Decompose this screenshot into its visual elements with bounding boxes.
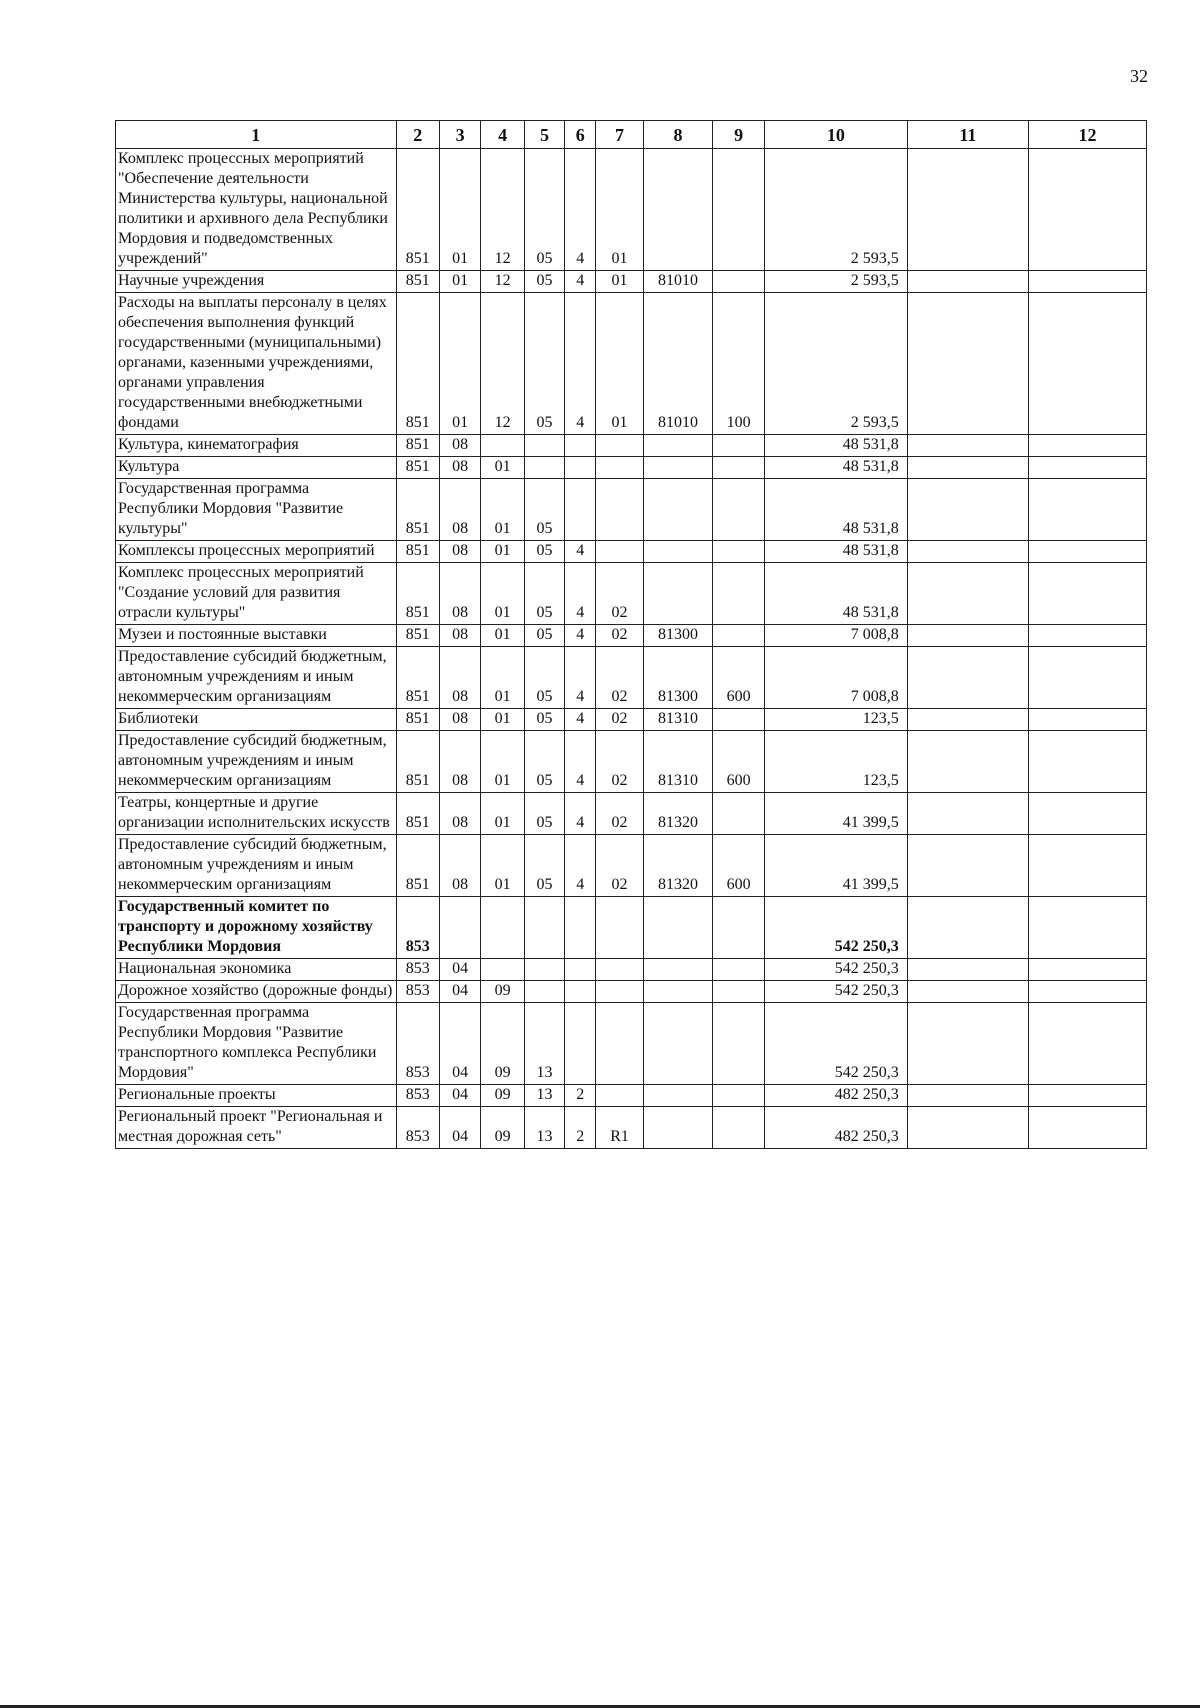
row-cell-col-3: 08 [439,625,480,647]
row-cell-col-7 [596,959,644,981]
row-cell-col-6: 4 [565,293,596,435]
row-name-cell: Культура [116,457,397,479]
row-cell-col-12 [1028,959,1146,981]
row-cell-col-4: 12 [481,149,524,271]
row-cell-col-7: 02 [596,625,644,647]
table-row [116,435,1147,457]
row-cell-col-5: 05 [524,625,564,647]
row-cell-col-7 [596,981,644,1003]
row-cell-col-5 [524,457,564,479]
table-row [116,1003,1147,1085]
row-cell-col-2: 851 [396,731,439,793]
row-cell-col-12 [1028,731,1146,793]
row-cell-col-2: 851 [396,835,439,897]
row-cell-col-7: 02 [596,563,644,625]
row-cell-col-7: 01 [596,293,644,435]
row-cell-col-7: 02 [596,709,644,731]
row-cell-col-12 [1028,835,1146,897]
table-row [116,457,1147,479]
table-row [116,1107,1147,1149]
row-cell-col-2: 851 [396,563,439,625]
row-cell-col-9: 600 [713,835,765,897]
row-cell-col-3: 08 [439,563,480,625]
row-cell-col-4: 09 [481,1085,524,1107]
row-cell-col-11 [907,563,1028,625]
row-name-cell: Предоставление субсидий бюджетным, автономным учреждениям и иным некоммерческим организациям [116,835,397,897]
row-cell-col-3: 01 [439,271,480,293]
row-cell-col-9 [713,897,765,959]
row-cell-col-3: 08 [439,709,480,731]
row-cell-col-12 [1028,479,1146,541]
row-cell-col-5 [524,981,564,1003]
row-cell-col-6: 4 [565,793,596,835]
row-cell-col-11 [907,1003,1028,1085]
row-name-cell: Комплексы процессных мероприятий [116,541,397,563]
row-name-cell: Государственная программа Республики Мордовия "Развитие культуры" [116,479,397,541]
row-cell-col-8 [643,1003,712,1085]
row-cell-col-5: 05 [524,835,564,897]
row-cell-col-2: 851 [396,271,439,293]
row-cell-col-2: 853 [396,897,439,959]
row-cell-col-8 [643,959,712,981]
row-cell-col-9 [713,541,765,563]
row-cell-col-12 [1028,457,1146,479]
header-row [116,121,1147,149]
row-cell-col-6 [565,897,596,959]
column-header: 9 [713,121,765,149]
row-cell-col-9 [713,981,765,1003]
row-cell-col-7 [596,1085,644,1107]
row-cell-col-12 [1028,709,1146,731]
row-cell-col-9 [713,435,765,457]
row-cell-col-6 [565,457,596,479]
row-cell-col-7 [596,479,644,541]
row-cell-col-9 [713,457,765,479]
row-cell-col-11 [907,959,1028,981]
row-cell-col-7 [596,435,644,457]
row-cell-col-12 [1028,293,1146,435]
row-cell-col-6: 4 [565,625,596,647]
table-row [116,647,1147,709]
row-cell-col-2: 851 [396,709,439,731]
row-cell-col-7 [596,1003,644,1085]
row-cell-col-7 [596,457,644,479]
row-cell-col-12 [1028,149,1146,271]
row-cell-col-11 [907,897,1028,959]
row-cell-col-3: 08 [439,457,480,479]
row-cell-col-4 [481,435,524,457]
row-cell-col-10: 542 250,3 [764,1003,907,1085]
row-cell-col-10: 48 531,8 [764,541,907,563]
table-row [116,563,1147,625]
row-name-cell: Музеи и постоянные выставки [116,625,397,647]
table-row [116,731,1147,793]
row-cell-col-10: 123,5 [764,709,907,731]
row-cell-col-3: 08 [439,731,480,793]
row-cell-col-3: 04 [439,1107,480,1149]
row-cell-col-8 [643,479,712,541]
row-cell-col-5: 05 [524,709,564,731]
row-cell-col-8: 81010 [643,271,712,293]
row-name-cell: Государственный комитет по транспорту и дорожному хозяйству Республики Мордовия [116,897,397,959]
row-cell-col-11 [907,709,1028,731]
row-cell-col-11 [907,149,1028,271]
row-cell-col-5: 05 [524,271,564,293]
row-cell-col-10: 482 250,3 [764,1107,907,1149]
column-header: 10 [764,121,907,149]
row-cell-col-5 [524,435,564,457]
row-cell-col-4: 09 [481,981,524,1003]
row-cell-col-8: 81320 [643,793,712,835]
row-cell-col-9: 100 [713,293,765,435]
row-cell-col-8 [643,981,712,1003]
column-header: 8 [643,121,712,149]
row-cell-col-3: 08 [439,835,480,897]
row-cell-col-4: 09 [481,1107,524,1149]
row-cell-col-8: 81310 [643,709,712,731]
row-cell-col-10: 482 250,3 [764,1085,907,1107]
row-cell-col-12 [1028,897,1146,959]
table-row [116,793,1147,835]
row-name-cell: Предоставление субсидий бюджетным, автономным учреждениям и иным некоммерческим организациям [116,647,397,709]
row-cell-col-11 [907,625,1028,647]
row-cell-col-9 [713,563,765,625]
row-name-cell: Комплекс процессных мероприятий "Создание условий для развития отрасли культуры" [116,563,397,625]
row-cell-col-4: 01 [481,625,524,647]
row-cell-col-3: 04 [439,959,480,981]
row-cell-col-5: 05 [524,793,564,835]
row-cell-col-6 [565,981,596,1003]
row-cell-col-3: 04 [439,981,480,1003]
row-cell-col-6: 4 [565,149,596,271]
row-cell-col-10: 48 531,8 [764,457,907,479]
row-cell-col-11 [907,1107,1028,1149]
row-cell-col-3: 01 [439,293,480,435]
table-row [116,625,1147,647]
row-cell-col-10: 2 593,5 [764,149,907,271]
row-name-cell: Региональный проект "Региональная и местная дорожная сеть" [116,1107,397,1149]
row-cell-col-8: 81300 [643,625,712,647]
row-cell-col-4: 01 [481,835,524,897]
row-cell-col-9 [713,625,765,647]
row-cell-col-11 [907,271,1028,293]
row-cell-col-2: 851 [396,647,439,709]
row-cell-col-4: 12 [481,293,524,435]
row-cell-col-12 [1028,981,1146,1003]
row-cell-col-12 [1028,435,1146,457]
row-cell-col-5: 05 [524,149,564,271]
row-cell-col-7: 01 [596,149,644,271]
table-row [116,709,1147,731]
row-cell-col-6 [565,479,596,541]
column-header: 7 [596,121,644,149]
table-body [116,149,1147,1149]
column-header: 6 [565,121,596,149]
row-cell-col-8 [643,1085,712,1107]
row-cell-col-3: 08 [439,541,480,563]
row-cell-col-3: 04 [439,1003,480,1085]
row-cell-col-5: 13 [524,1085,564,1107]
row-cell-col-11 [907,981,1028,1003]
row-cell-col-7: 02 [596,647,644,709]
row-cell-col-2: 853 [396,1107,439,1149]
row-cell-col-11 [907,293,1028,435]
row-cell-col-9 [713,959,765,981]
row-cell-col-6: 4 [565,731,596,793]
row-name-cell: Научные учреждения [116,271,397,293]
row-cell-col-6: 4 [565,271,596,293]
row-name-cell: Национальная экономика [116,959,397,981]
row-cell-col-9 [713,1085,765,1107]
table-row [116,981,1147,1003]
row-cell-col-5: 13 [524,1003,564,1085]
row-cell-col-7: 02 [596,793,644,835]
row-cell-col-8 [643,435,712,457]
row-cell-col-9 [713,479,765,541]
row-cell-col-9 [713,271,765,293]
row-cell-col-6: 4 [565,563,596,625]
row-cell-col-10: 542 250,3 [764,959,907,981]
row-cell-col-12 [1028,1085,1146,1107]
row-cell-col-4: 01 [481,731,524,793]
row-cell-col-3: 08 [439,647,480,709]
row-cell-col-5: 05 [524,563,564,625]
row-cell-col-6: 2 [565,1107,596,1149]
column-header: 4 [481,121,524,149]
row-cell-col-10: 7 008,8 [764,625,907,647]
row-cell-col-2: 851 [396,625,439,647]
row-cell-col-3: 04 [439,1085,480,1107]
row-cell-col-2: 851 [396,293,439,435]
row-cell-col-8: 81320 [643,835,712,897]
table-row [116,149,1147,271]
row-cell-col-10: 48 531,8 [764,563,907,625]
row-cell-col-9 [713,1107,765,1149]
row-cell-col-10: 7 008,8 [764,647,907,709]
row-name-cell: Театры, концертные и другие организации исполнительских искусств [116,793,397,835]
row-name-cell: Предоставление субсидий бюджетным, автономным учреждениям и иным некоммерческим организациям [116,731,397,793]
row-cell-col-4: 01 [481,457,524,479]
budget-table [115,120,1147,1149]
row-cell-col-4: 01 [481,563,524,625]
row-cell-col-10: 48 531,8 [764,435,907,457]
row-cell-col-10: 123,5 [764,731,907,793]
row-cell-col-7: R1 [596,1107,644,1149]
row-cell-col-4: 01 [481,793,524,835]
row-cell-col-7: 01 [596,271,644,293]
row-cell-col-10: 2 593,5 [764,271,907,293]
row-cell-col-2: 851 [396,541,439,563]
row-cell-col-8: 81010 [643,293,712,435]
row-cell-col-8: 81300 [643,647,712,709]
row-cell-col-2: 851 [396,435,439,457]
row-name-cell: Библиотеки [116,709,397,731]
row-cell-col-4: 01 [481,709,524,731]
column-header: 1 [116,121,397,149]
row-cell-col-7 [596,541,644,563]
row-cell-col-3: 01 [439,149,480,271]
table-row [116,541,1147,563]
table-row [116,835,1147,897]
row-cell-col-3: 08 [439,479,480,541]
row-cell-col-8 [643,563,712,625]
row-cell-col-11 [907,731,1028,793]
row-cell-col-7 [596,897,644,959]
table-row [116,293,1147,435]
row-cell-col-11 [907,647,1028,709]
column-header: 5 [524,121,564,149]
row-cell-col-3: 08 [439,435,480,457]
row-cell-col-11 [907,1085,1028,1107]
column-header: 11 [907,121,1028,149]
row-cell-col-8 [643,1107,712,1149]
row-name-cell: Культура, кинематография [116,435,397,457]
row-cell-col-8 [643,897,712,959]
row-name-cell: Комплекс процессных мероприятий "Обеспечение деятельности Министерства культуры, национальной политики и архивного дела Республики Мордовия и подведомственных учреждений" [116,149,397,271]
row-cell-col-10: 542 250,3 [764,981,907,1003]
row-cell-col-12 [1028,793,1146,835]
row-cell-col-6 [565,959,596,981]
row-cell-col-12 [1028,1107,1146,1149]
row-cell-col-2: 853 [396,1085,439,1107]
row-cell-col-5: 05 [524,647,564,709]
row-cell-col-7: 02 [596,731,644,793]
row-cell-col-7: 02 [596,835,644,897]
row-cell-col-10: 41 399,5 [764,793,907,835]
row-cell-col-2: 851 [396,149,439,271]
row-cell-col-6 [565,1003,596,1085]
row-cell-col-4: 01 [481,479,524,541]
row-cell-col-4: 01 [481,647,524,709]
row-cell-col-6: 4 [565,647,596,709]
row-cell-col-11 [907,793,1028,835]
row-cell-col-2: 851 [396,479,439,541]
row-cell-col-4 [481,959,524,981]
row-cell-col-4: 09 [481,1003,524,1085]
row-cell-col-8 [643,149,712,271]
row-cell-col-12 [1028,563,1146,625]
page-number: 32 [1130,66,1148,86]
row-cell-col-11 [907,479,1028,541]
table-row [116,897,1147,959]
row-cell-col-11 [907,541,1028,563]
row-cell-col-2: 853 [396,1003,439,1085]
row-cell-col-3 [439,897,480,959]
row-cell-col-9 [713,793,765,835]
row-cell-col-4 [481,897,524,959]
row-cell-col-11 [907,435,1028,457]
table-row [116,271,1147,293]
row-cell-col-10: 48 531,8 [764,479,907,541]
row-name-cell: Дорожное хозяйство (дорожные фонды) [116,981,397,1003]
row-cell-col-9 [713,709,765,731]
row-cell-col-6: 4 [565,709,596,731]
row-cell-col-5: 05 [524,541,564,563]
row-cell-col-10: 2 593,5 [764,293,907,435]
row-cell-col-3: 08 [439,793,480,835]
row-cell-col-9 [713,1003,765,1085]
row-cell-col-5: 05 [524,731,564,793]
column-header: 12 [1028,121,1146,149]
row-cell-col-6: 4 [565,835,596,897]
row-cell-col-12 [1028,1003,1146,1085]
row-cell-col-12 [1028,625,1146,647]
row-cell-col-2: 853 [396,981,439,1003]
row-cell-col-10: 542 250,3 [764,897,907,959]
row-cell-col-12 [1028,271,1146,293]
row-cell-col-2: 853 [396,959,439,981]
row-cell-col-5: 13 [524,1107,564,1149]
table-row [116,959,1147,981]
row-cell-col-5: 05 [524,293,564,435]
row-cell-col-4: 01 [481,541,524,563]
row-cell-col-5 [524,897,564,959]
table-row [116,479,1147,541]
row-cell-col-12 [1028,647,1146,709]
row-cell-col-4: 12 [481,271,524,293]
row-cell-col-2: 851 [396,457,439,479]
row-cell-col-6: 4 [565,541,596,563]
row-cell-col-6 [565,435,596,457]
row-cell-col-5: 05 [524,479,564,541]
row-cell-col-12 [1028,541,1146,563]
column-header: 3 [439,121,480,149]
row-cell-col-9: 600 [713,731,765,793]
row-cell-col-8 [643,541,712,563]
row-name-cell: Расходы на выплаты персоналу в целях обеспечения выполнения функций государственными (муниципальными) органами, казенными учреждениями, органами управления государственными внебюджетными фондами [116,293,397,435]
row-cell-col-10: 41 399,5 [764,835,907,897]
row-cell-col-11 [907,457,1028,479]
table-row [116,1085,1147,1107]
row-cell-col-6: 2 [565,1085,596,1107]
row-cell-col-8: 81310 [643,731,712,793]
row-name-cell: Региональные проекты [116,1085,397,1107]
row-cell-col-9 [713,149,765,271]
row-cell-col-2: 851 [396,793,439,835]
row-name-cell: Государственная программа Республики Мордовия "Развитие транспортного комплекса Республики Мордовия" [116,1003,397,1085]
row-cell-col-8 [643,457,712,479]
row-cell-col-9: 600 [713,647,765,709]
row-cell-col-5 [524,959,564,981]
row-cell-col-11 [907,835,1028,897]
column-header: 2 [396,121,439,149]
